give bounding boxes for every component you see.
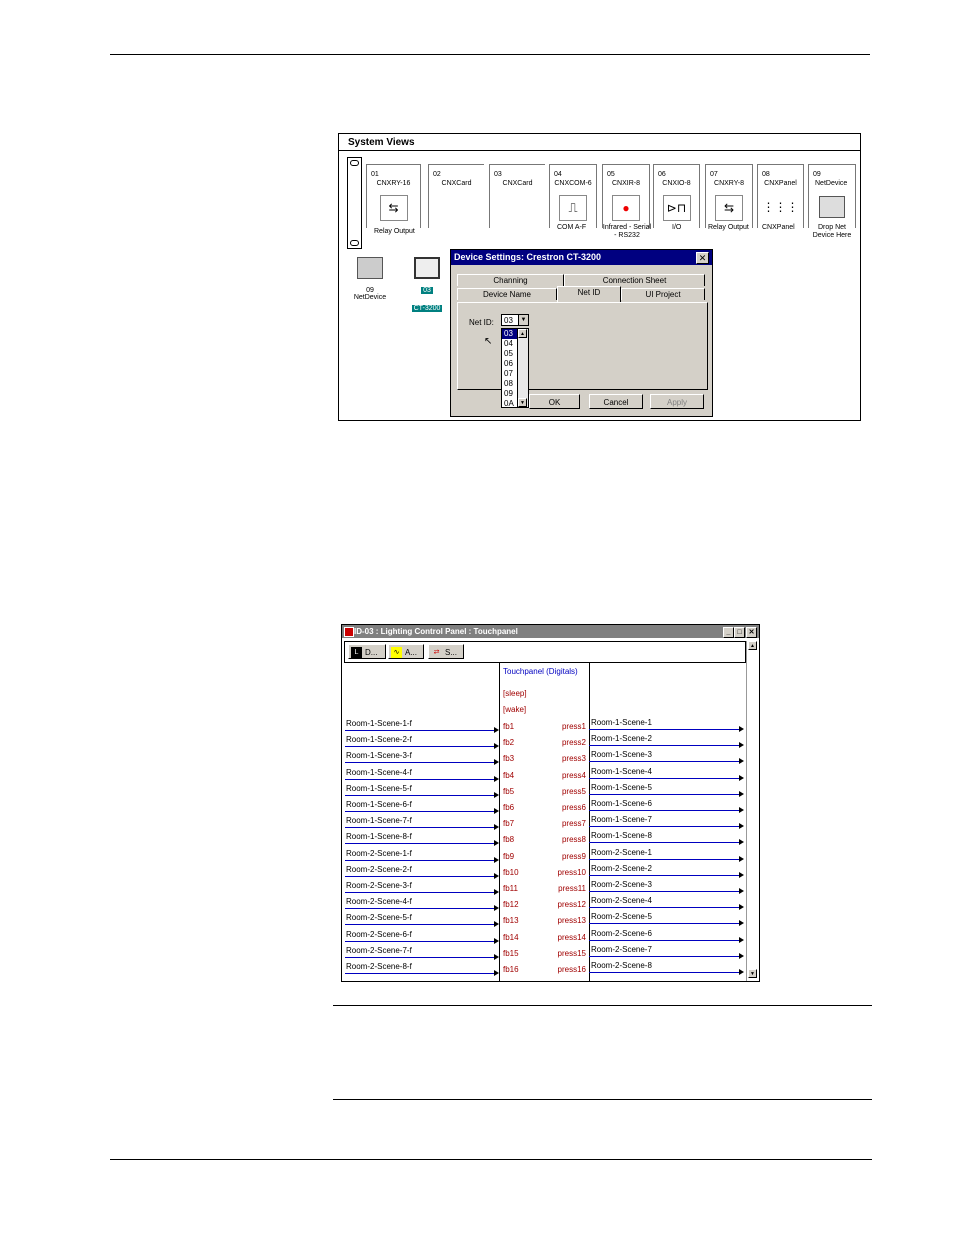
fb-signal: fb13 (503, 916, 519, 926)
input-signal[interactable]: Room-1-Scene-6-f (346, 800, 412, 809)
input-wire (345, 941, 495, 942)
net-id-label: Net ID: (469, 318, 494, 327)
input-wire (345, 795, 495, 796)
cancel-button[interactable]: Cancel (589, 394, 643, 409)
output-signal[interactable]: Room-1-Scene-5 (591, 782, 652, 792)
output-arrow (739, 775, 744, 781)
dropdown-scrollbar[interactable] (517, 329, 528, 407)
fb-signal: fb4 (503, 770, 515, 780)
output-wire (589, 826, 739, 827)
toolbar-button-d[interactable]: L D... (348, 644, 386, 659)
press-signal: press5 (561, 786, 586, 796)
netdevice-icon (357, 257, 383, 279)
toolbar-button-a[interactable]: ∿ A... (388, 644, 424, 659)
input-signal[interactable]: Room-2-Scene-1-f (346, 848, 412, 858)
input-arrow (494, 970, 499, 976)
output-arrow (739, 839, 744, 845)
output-signal[interactable]: Room-1-Scene-8 (591, 831, 652, 841)
netdevice-icon (819, 195, 845, 219)
chevron-down-icon[interactable]: ▼ (518, 315, 528, 325)
com-icon: ⎍ (559, 195, 587, 221)
io-icon: ⊳⊓ (663, 195, 691, 221)
fb-signal: fb14 (503, 932, 519, 942)
input-arrow (494, 743, 499, 749)
press-signal: press16 (557, 965, 586, 974)
output-arrow (739, 969, 744, 975)
note-rule-bottom (333, 1099, 872, 1100)
input-signal[interactable]: Room-1-Scene-2-f (346, 735, 412, 745)
header-rule (110, 54, 870, 55)
system-views-title: System Views (339, 134, 860, 151)
touchpanel-symbol[interactable] (499, 662, 590, 982)
output-wire (589, 875, 739, 876)
input-arrow (494, 792, 499, 798)
chevron-down-icon[interactable]: ▼ (748, 969, 757, 978)
apply-button[interactable]: Apply (650, 394, 704, 409)
input-signal[interactable]: Room-2-Scene-6-f (346, 929, 412, 939)
symbol-title: Touchpanel (Digitals) (503, 667, 578, 676)
close-icon[interactable]: ✕ (696, 252, 709, 264)
output-wire (589, 778, 739, 779)
slot-06-label: I/O (672, 224, 682, 231)
rail-bottom-cap (350, 240, 359, 246)
input-signal[interactable]: Room-2-Scene-8-f (346, 962, 412, 971)
tab-net-id[interactable]: Net ID (557, 286, 621, 302)
input-wire (345, 779, 495, 780)
slot-09[interactable]: 09 NetDevice (808, 164, 856, 228)
input-wire (345, 957, 495, 958)
analog-icon: ∿ (391, 647, 402, 658)
panel-icon: ⋮⋮⋮ (768, 195, 794, 219)
slot-03[interactable]: 03 CNXCard (489, 164, 545, 228)
slot-08[interactable]: 08 CNXPanel ⋮⋮⋮ (757, 164, 804, 228)
fb-signal: fb10 (503, 867, 519, 877)
input-signal[interactable]: Room-2-Scene-3-f (346, 881, 412, 890)
output-arrow (739, 920, 744, 926)
fb-signal: fb15 (503, 948, 519, 958)
output-signal[interactable]: Room-2-Scene-5 (591, 912, 652, 922)
output-arrow (739, 791, 744, 797)
press-signal: press9 (561, 851, 586, 861)
press-signal: press12 (557, 900, 586, 910)
output-arrow (739, 823, 744, 829)
list-item[interactable]: 08 (504, 379, 513, 388)
chevron-up-icon[interactable]: ▲ (518, 329, 527, 338)
list-item[interactable]: 03 (502, 329, 520, 339)
input-signal[interactable]: Room-2-Scene-5-f (346, 913, 412, 923)
sleep-signal: [sleep] (503, 689, 527, 698)
vertical-scrollbar[interactable] (746, 641, 759, 981)
slot-05[interactable]: 05 CNXIR-8 ● (602, 164, 650, 228)
fb-signal: fb11 (503, 884, 518, 893)
output-wire (589, 842, 739, 843)
chevron-up-icon[interactable]: ▲ (748, 641, 757, 650)
input-wire (345, 762, 495, 763)
slot-02[interactable]: 02 CNXCard (428, 164, 484, 228)
output-wire (589, 891, 739, 892)
mouse-cursor-icon: ↖ (484, 336, 493, 347)
press-signal: press6 (561, 803, 586, 812)
input-wire (345, 730, 495, 731)
input-arrow (494, 776, 499, 782)
net-id-select[interactable]: 03 ▼ (501, 314, 529, 326)
detail-icon: L (351, 647, 362, 658)
input-arrow (494, 759, 499, 765)
fb-signal: fb12 (503, 900, 519, 910)
output-arrow (739, 726, 744, 732)
output-arrow (739, 742, 744, 748)
device-ct3200[interactable]: 03 CT-3200 (407, 257, 447, 315)
input-signal[interactable]: Room-2-Scene-7-f (346, 945, 412, 955)
input-wire (345, 843, 495, 844)
slot-04[interactable]: 04 CNXCOM-6 ⎍ (549, 164, 597, 228)
tab-connection-sheet[interactable]: Connection Sheet (564, 274, 705, 286)
serial-icon: ⇄ (433, 649, 440, 657)
input-signal[interactable]: Room-1-Scene-4-f (346, 767, 412, 777)
ok-button[interactable]: OK (529, 394, 580, 409)
toolbar-button-s[interactable]: ⇄ S... (428, 644, 464, 659)
relay-icon: ⇆ (380, 195, 408, 221)
output-wire (589, 923, 739, 924)
input-signal[interactable]: Room-1-Scene-5-f (346, 783, 412, 793)
rail-top-cap (350, 160, 359, 166)
slot-04-label: COM A-F (557, 224, 587, 231)
input-signal[interactable]: Room-1-Scene-1-f (346, 719, 412, 728)
lighting-control-window (341, 624, 760, 982)
input-wire (345, 827, 495, 828)
output-arrow (739, 872, 744, 878)
slot-09-label: Drop Net Device Here (812, 224, 852, 239)
press-signal: press15 (557, 948, 586, 958)
input-arrow (494, 824, 499, 830)
input-arrow (494, 808, 499, 814)
list-item[interactable]: 09 (504, 389, 513, 398)
input-signal[interactable]: Room-1-Scene-3-f (346, 751, 412, 761)
maximize-icon[interactable]: □ (734, 627, 745, 638)
input-wire (345, 860, 495, 861)
slot-01-label: Relay Output (374, 228, 415, 235)
output-arrow (739, 856, 744, 862)
app-icon[interactable] (344, 627, 354, 637)
fb-signal: fb8 (503, 835, 515, 845)
output-arrow (739, 758, 744, 764)
input-signal[interactable]: Room-1-Scene-8-f (346, 832, 412, 842)
output-wire (589, 956, 739, 957)
list-item[interactable]: 05 (504, 349, 513, 358)
wake-signal: [wake] (503, 705, 527, 714)
toolbar (344, 641, 746, 663)
list-item[interactable]: 07 (504, 369, 513, 378)
fb-signal: fb5 (503, 786, 515, 796)
input-arrow (494, 938, 499, 944)
press-signal: press11 (558, 884, 586, 893)
device-netdevice[interactable]: 09 NetDevice (349, 257, 391, 301)
press-signal: press10 (557, 867, 586, 877)
input-signal[interactable]: Room-1-Scene-7-f (346, 816, 412, 826)
output-signal[interactable]: Room-2-Scene-2 (591, 863, 652, 873)
device-settings-dialog (450, 249, 713, 417)
press-signal: press8 (561, 835, 586, 845)
input-arrow (494, 889, 499, 895)
press-signal: press2 (561, 738, 586, 748)
touchpanel-icon (414, 257, 440, 279)
press-signal: press14 (557, 932, 586, 942)
input-signal[interactable]: Room-2-Scene-2-f (346, 864, 412, 874)
card-rail (347, 157, 362, 249)
slot-05-label: Infrared - Serial - RS232 (602, 224, 652, 239)
fb-signal: fb3 (503, 754, 515, 764)
tab-channing[interactable]: Channing (457, 274, 564, 286)
list-item[interactable]: 06 (504, 359, 513, 368)
input-arrow (494, 857, 499, 863)
input-wire (345, 811, 495, 812)
press-signal: press1 (561, 722, 586, 731)
close-icon[interactable]: ✕ (746, 627, 757, 638)
net-id-dropdown-list[interactable] (501, 328, 529, 408)
output-arrow (739, 937, 744, 943)
infrared-icon: ● (612, 195, 640, 221)
input-arrow (494, 873, 499, 879)
output-signal[interactable]: Room-1-Scene-7 (591, 815, 652, 825)
press-signal: press7 (561, 819, 586, 829)
output-wire (589, 940, 739, 941)
output-wire (589, 761, 739, 762)
input-arrow (494, 905, 499, 911)
output-signal[interactable]: Room-1-Scene-4 (591, 766, 652, 776)
output-signal[interactable]: Room-2-Scene-3 (591, 880, 652, 889)
note-rule-top (333, 1005, 872, 1006)
output-signal[interactable]: Room-2-Scene-7 (591, 944, 652, 954)
output-wire (589, 794, 739, 795)
fb-signal: fb2 (503, 738, 515, 748)
output-wire (589, 972, 739, 973)
tab-panel (457, 302, 708, 390)
output-wire (589, 729, 739, 730)
press-signal: press13 (557, 916, 586, 926)
output-wire (589, 907, 739, 908)
input-wire (345, 876, 495, 877)
output-signal[interactable]: Room-2-Scene-1 (591, 847, 652, 857)
tab-device-name[interactable]: Device Name (457, 288, 557, 300)
output-arrow (739, 807, 744, 813)
output-wire (589, 745, 739, 746)
fb-signal: fb9 (503, 851, 515, 861)
minimize-icon[interactable]: _ (723, 627, 734, 638)
output-signal[interactable]: Room-1-Scene-2 (591, 734, 652, 744)
input-arrow (494, 954, 499, 960)
chevron-down-icon[interactable]: ▼ (518, 398, 527, 407)
output-signal[interactable]: Room-1-Scene-1 (591, 718, 652, 727)
window-title: ID-03 : Lighting Control Panel : Touchpanel _ □ ✕ (342, 625, 759, 638)
slot-07-label: Relay Output (708, 224, 749, 231)
list-item[interactable]: 0A (504, 399, 514, 408)
slot-07[interactable]: 07 CNXRY-8 ⇆ (705, 164, 753, 228)
output-signal[interactable]: Room-1-Scene-3 (591, 750, 652, 760)
output-arrow (739, 953, 744, 959)
press-signal: press4 (561, 770, 586, 780)
input-wire (345, 973, 495, 974)
input-arrow (494, 921, 499, 927)
input-wire (345, 892, 495, 893)
tab-ui-project[interactable]: UI Project (621, 288, 705, 300)
fb-signal: fb16 (503, 965, 519, 974)
slot-01[interactable]: 01 CNXRY-16 ⇆ (366, 164, 421, 228)
input-wire (345, 908, 495, 909)
output-signal[interactable]: Room-1-Scene-6 (591, 799, 652, 808)
input-arrow (494, 727, 499, 733)
slot-08-label: CNXPanel (762, 224, 795, 231)
input-signal[interactable]: Room-2-Scene-4-f (346, 897, 412, 907)
output-wire (589, 810, 739, 811)
output-arrow (739, 888, 744, 894)
list-item[interactable]: 04 (504, 339, 513, 348)
fb-signal: fb6 (503, 803, 515, 812)
dialog-title: Device Settings: Crestron CT-3200 (451, 250, 712, 265)
input-wire (345, 746, 495, 747)
press-signal: press3 (561, 754, 586, 764)
relay-icon: ⇆ (715, 195, 743, 221)
output-wire (589, 859, 739, 860)
input-wire (345, 924, 495, 925)
footer-rule (110, 1159, 872, 1160)
output-signal[interactable]: Room-2-Scene-8 (591, 961, 652, 970)
fb-signal: fb7 (503, 819, 515, 829)
output-signal[interactable]: Room-2-Scene-4 (591, 896, 652, 906)
output-signal[interactable]: Room-2-Scene-6 (591, 928, 652, 938)
slot-06[interactable]: 06 CNXIO-8 ⊳⊓ (653, 164, 700, 228)
fb-signal: fb1 (503, 722, 515, 731)
input-arrow (494, 840, 499, 846)
output-arrow (739, 904, 744, 910)
